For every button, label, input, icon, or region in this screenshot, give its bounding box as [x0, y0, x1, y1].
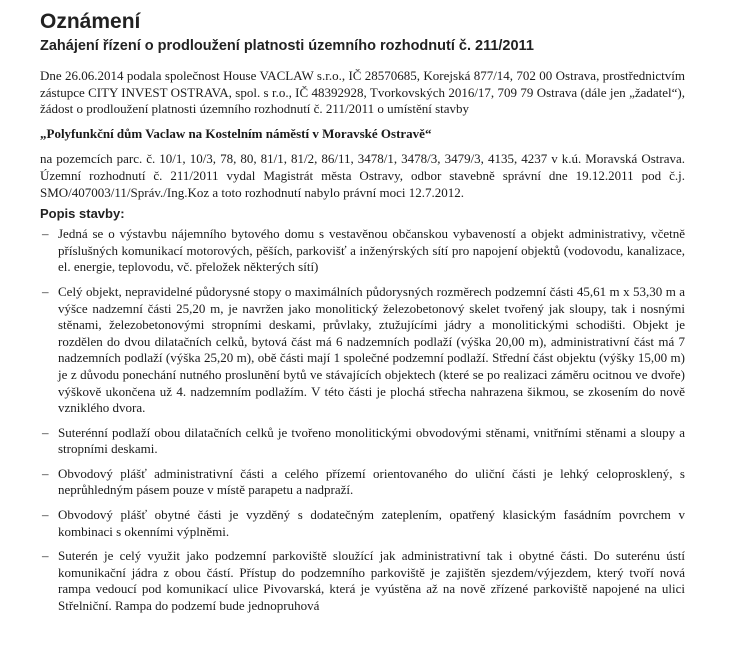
bullet-dash: – — [42, 424, 49, 440]
page-title: Oznámení — [40, 10, 141, 33]
description-heading: Popis stavby: — [40, 206, 125, 222]
list-item-text: Obvodový plášť administrativní části a celého přízemí orientovaného do uliční části je lehký celoprosklený, s neprůhledným pásem pouze v místě parapetu a nadpraží. — [58, 465, 685, 498]
list-item — [40, 425, 685, 458]
list-item-text: Obvodový plášť obytné části je vyzděný s dodatečným zateplením, opatřený klasickým fasádním povrchem v kombinaci s okenními výplněmi. — [58, 507, 685, 539]
intro-paragraph: Dne 26.06.2014 podala společnost House VACLAW s.r.o., IČ 28570685, Korejská 877/14, 702 00 Ostrava, prostřednictvím zástupce CITY INVEST OSTRAVA, spol. s r.o., IČ 48392928, Tvorkovských 2016/17, 709 79 Ostrava (dále jen „žadatel“), žádost o prodloužení platnosti územního rozhodnutí č. 211/2011 o umístění stavby — [40, 68, 685, 117]
list-item — [40, 548, 685, 614]
bullet-dash: – — [42, 507, 49, 523]
list-item-text: Suterénní podlaží obou dilatačních celků je tvořeno monolitickými obvodovými stěnami, vnitřními stěnami a sloupy a stropními deskami. — [58, 424, 685, 457]
list-item — [40, 284, 685, 417]
list-item — [40, 466, 685, 499]
list-item-text: Suterén je celý využit jako podzemní parkoviště sloužící jak administrativní tak i obytné části. Do suterénu ústí komunikační jádra z obou částí. Přístup do podzemního parkoviště je zajištěn sjezdem/výjezdem, který tvoří nová rampa vedoucí pod komunikací ulice Pivovarská, která je vyústěna až na nově zřízené parkoviště napojené na ulici Střelniční. Rampa do podzemí bude jednopruhová — [58, 548, 685, 614]
list-item-text: Jedná se o výstavbu nájemního bytového domu s vestavěnou občanskou vybaveností a objekt administrativy, včetně příslušných komunikací motorových, pěších, parkovišť a inženýrských sítí pro napojení objektů (vodovodu, kanalizace, el. energie, teplovodu, vč. přeložek některých sítí) — [58, 226, 685, 275]
bullet-dash: – — [42, 226, 49, 242]
project-name: „Polyfunkční dům Vaclaw na Kostelním náměstí v Moravské Ostravě“ — [40, 125, 432, 141]
list-item — [40, 226, 685, 276]
list-item-text: Celý objekt, nepravidelné půdorysné stopy o maximálních půdorysných rozměrech podzemní části 45,61 m x 53,30 m a výšce nadzemní části 25,20 m, je navržen jako monolitický železobetonový skelet tvořený jak sloupy, tak i nosnými stěnami, železobetonovými stropními deskami, průvlaky, ztužujícími jádry a monolitickými schodišti. Objekt je rozdělen do dvou dilatačních celků, bytová část má 6 nadzemních podlaží (výška 20,00 m), administrativní část má 7 nadzemních podlaží (výška 25,20 m), obě části mají 1 společné podzemní podlaží. Střední část objektu (výšky 15,00 m) je z důvodu ponechání nutného proslunění bytů ve stávajících objektech (které se po realizaci záměru ocitnou ve dvoře) výškově ukončena už 4. nadzemním podlažím. V této části je plochá střecha nahrazena šikmou, se zkosením do nově vzniklého dvora. — [58, 283, 685, 416]
bullet-dash: – — [42, 283, 49, 299]
bullet-dash: – — [42, 548, 49, 564]
description-list — [40, 226, 685, 614]
bullet-dash: – — [42, 465, 49, 481]
list-item — [40, 507, 685, 540]
subtitle: Zahájení řízení o prodloužení platnosti územního rozhodnutí č. 211/2011 — [40, 38, 534, 54]
parcels-paragraph: na pozemcích parc. č. 10/1, 10/3, 78, 80, 81/1, 81/2, 86/11, 3478/1, 3478/3, 3479/3, 4135, 4237 v k.ú. Moravská Ostrava. Územní rozhodnutí č. 211/2011 vydal Magistrát města Ostravy, odbor stavebně správní dne 19.12.2011 pod č.j. SMO/407003/11/Správ./Ing.Koz a toto rozhodnutí nabylo právní moci 12.7.2012. — [40, 151, 685, 200]
document-page — [40, 10, 685, 623]
